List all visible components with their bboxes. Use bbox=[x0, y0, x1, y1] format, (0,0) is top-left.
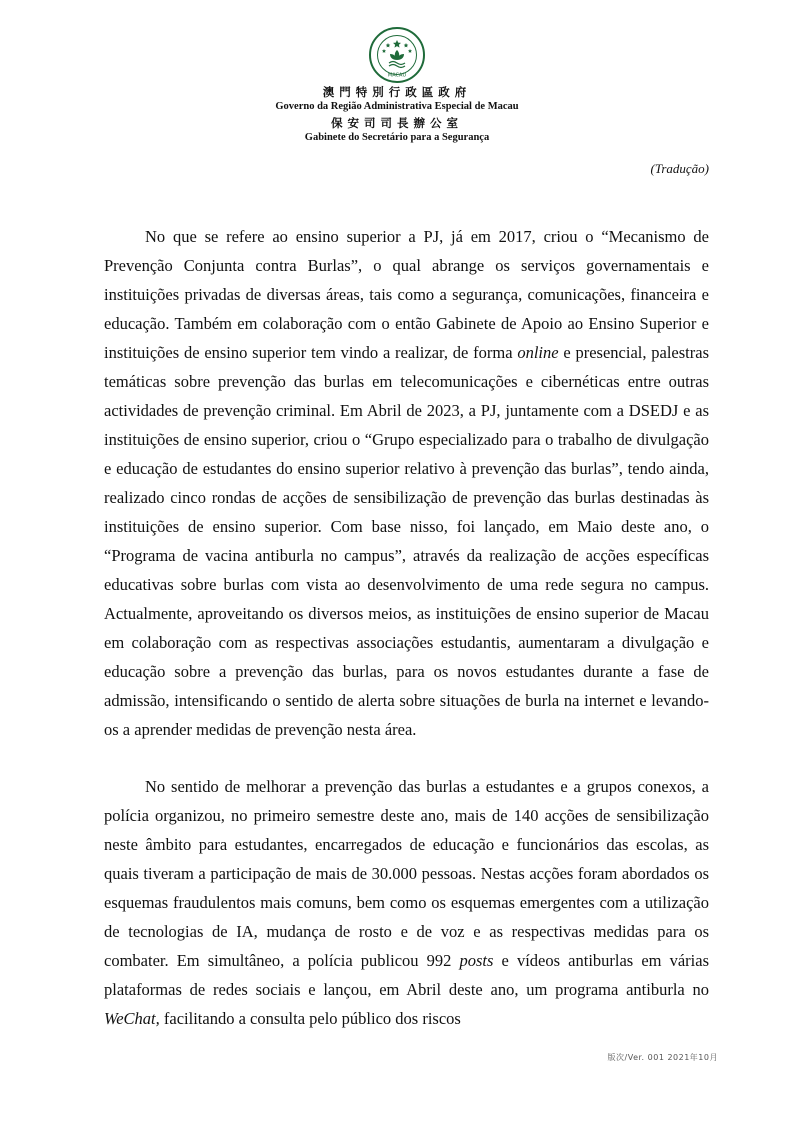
paragraph-1 bbox=[104, 222, 709, 744]
text-run: No sentido de melhorar a prevenção das burlas a estudantes e a grupos conexos, a polícia organizou, no primeiro semestre deste ano, mais de 140 acções de sensibilização neste âmbito para estudantes, encarregados de educação e funcionários das escolas, as quais tiveram a participação de mais de 30.000 pessoas. Nestas acções foram abordados os esquemas fraudulentos mais comuns, bem como os esquemas emergentes com a utilização de tecnologias de IA, mudança de rosto e de voz e as respectivas medidas para os combater. Em simultâneo, a polícia publicou 992 bbox=[104, 777, 709, 970]
italic-text: WeChat, bbox=[104, 1009, 160, 1028]
macau-emblem-icon bbox=[368, 26, 426, 84]
government-name-portuguese: Governo da Região Administrativa Especial de Macau bbox=[275, 101, 519, 113]
text-run: e presencial, palestras temáticas sobre prevenção das burlas em telecomunicações e cibernéticas entre outras actividades de prevenção criminal. Em Abril de 2023, a PJ, juntamente com a DSEDJ e as instituições de ensino superior, criou o “Grupo especializado para o trabalho de divulgação e educação de estudantes do ensino superior relativo à prevenção das burlas”, tendo ainda, realizado cinco rondas de acções de sensibilização de prevenção das burlas destinadas às instituições de ensino superior. Com base nisso, foi lançado, em Maio deste ano, o “Programa de vacina antiburla no campus”, através da realização de acções específicas educativas sobre burlas com vista ao desenvolvimento de uma rede segura no campus. Actualmente, aproveitando os diversos meios, as instituições de ensino superior de Macau em colaboração com as respectivas associações estudantis, aumentaram a divulgação e educação sobre a prevenção das burlas, para os novos estudantes durante a fase de admissão, intensificando o sentido de alerta sobre situações de burla na internet e levando-os a aprender medidas de prevenção nesta área. bbox=[104, 343, 709, 739]
paragraph-2 bbox=[104, 772, 709, 1033]
letterhead bbox=[0, 26, 794, 144]
italic-text: posts bbox=[459, 951, 494, 970]
office-name-portuguese: Gabinete do Secretário para a Segurança bbox=[304, 131, 490, 143]
text-run: e vídeos antiburlas em várias plataformas de redes sociais e lançou, em Abril deste ano, um programa antiburla no bbox=[104, 951, 709, 999]
italic-text: online bbox=[517, 343, 559, 362]
government-name-chinese: 澳門特別行政區政府 bbox=[322, 87, 472, 99]
emblem-text: MACAU bbox=[387, 72, 407, 79]
translation-label: (Tradução) bbox=[650, 161, 709, 176]
version-footer: 版次/Ver. 001 2021年10月 bbox=[607, 1053, 718, 1062]
text-run: facilitando a consulta pelo público dos riscos bbox=[159, 1009, 461, 1028]
office-name-chinese: 保安司司長辦公室 bbox=[331, 117, 463, 130]
document-body bbox=[104, 222, 709, 1033]
text-run: No que se refere ao ensino superior a PJ, já em 2017, criou o “Mecanismo de Prevenção Conjunta contra Burlas”, o qual abrange os serviços governamentais e instituições privadas de diversas áreas, tais como a segurança, comunicações, financeira e educação. Também em colaboração com o então Gabinete de Apoio ao Ensino Superior e instituições de ensino superior tem vindo a realizar, de forma bbox=[104, 227, 709, 362]
